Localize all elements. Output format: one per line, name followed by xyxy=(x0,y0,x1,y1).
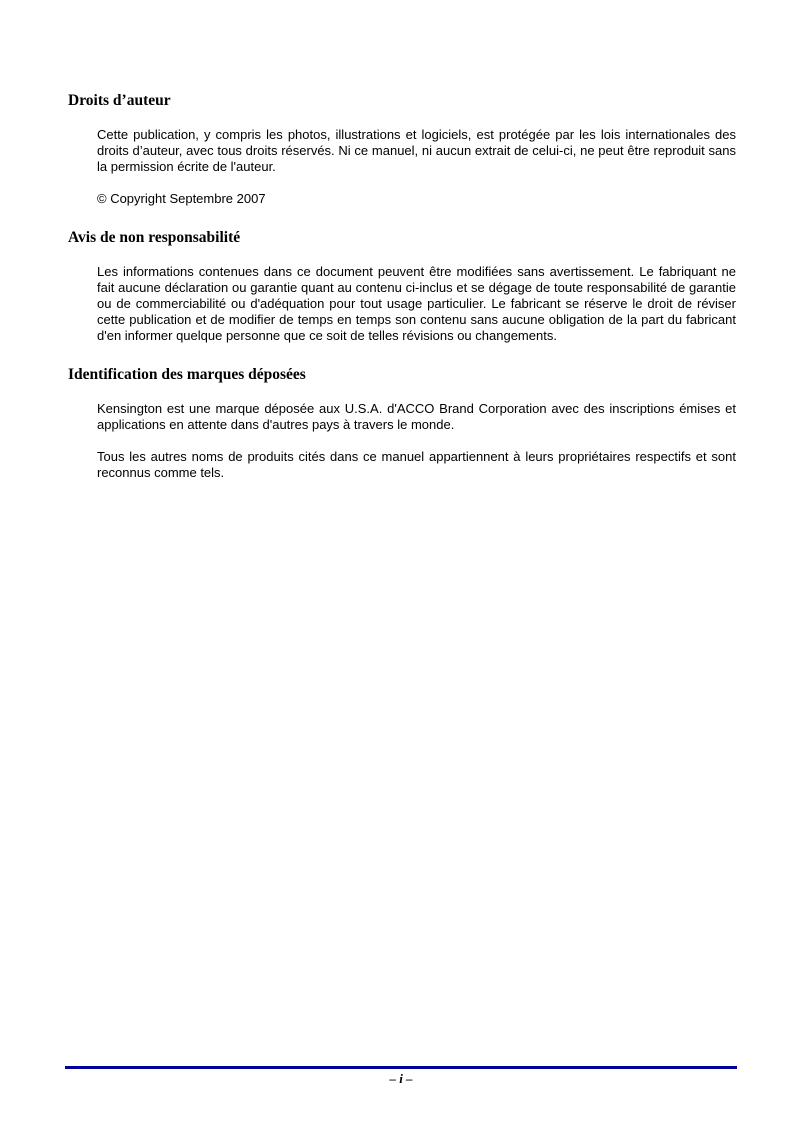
footer-rule xyxy=(65,1066,737,1086)
copyright-line: © Copyright Septembre 2007 xyxy=(97,191,266,206)
paragraph: Cette publication, y compris les photos, illustrations et logiciels, est protégée par les lois internationales des droits d’auteur, avec tous droits réservés. Ni ce manuel, ni aucun extrait de celui-ci, ne peut être reproduit sans la permission écrite de l'auteur. xyxy=(97,127,736,174)
page-content xyxy=(0,0,802,481)
paragraph: Tous les autres noms de produits cités dans ce manuel appartiennent à leurs propriétaires respectifs et sont reconnus comme tels. xyxy=(97,449,736,480)
paragraph: Kensington est une marque déposée aux U.S.A. d'ACCO Brand Corporation avec des inscriptions émises et applications en attente dans d'autres pays à travers le monde. xyxy=(97,401,736,432)
section-heading: Droits d’auteur xyxy=(68,92,171,109)
section-heading: Identification des marques déposées xyxy=(68,366,306,383)
section-copyright xyxy=(68,92,736,207)
page-number: – i – xyxy=(389,1071,413,1086)
paragraph: Les informations contenues dans ce document peuvent être modifiées sans avertissement. Le fabriquant ne fait aucune déclaration ou garantie quant au contenu ci-inclus et se dégage de toute responsabilité de garantie ou de commerciabilité ou d'adéquation pour tout usage particulier. Le fabricant se réserve le droit de réviser cette publication et de modifier de temps en temps son contenu sans aucune obligation de la part du fabricant d'en informer quelque personne que ce soit de telles révisions ou changements. xyxy=(97,264,736,343)
section-disclaimer xyxy=(68,229,736,344)
section-heading: Avis de non responsabilité xyxy=(68,229,241,246)
section-trademarks xyxy=(68,366,736,481)
